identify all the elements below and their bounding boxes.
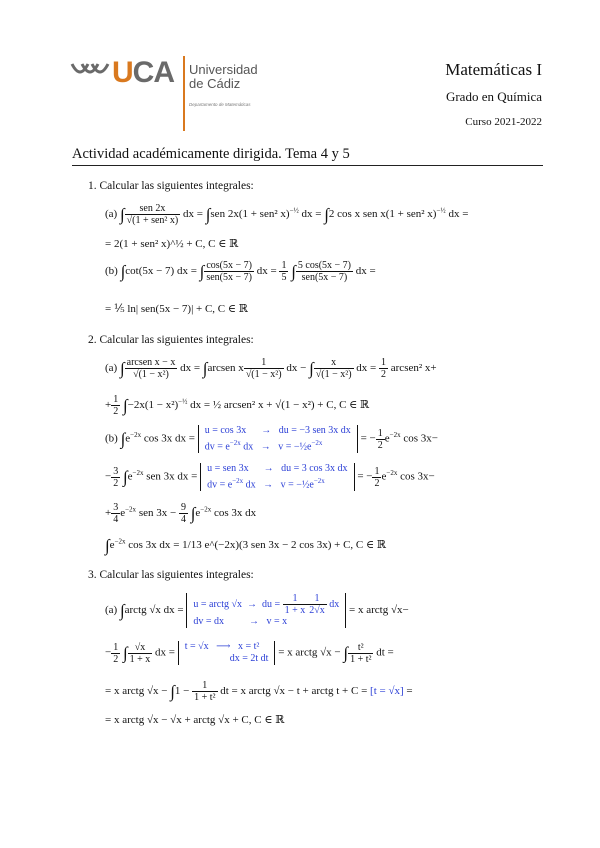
q1b-line2: = ⅕ ln| sen(5x − 7)| + C, C ∈ ℝ	[105, 303, 248, 315]
course-title: Matemáticas I	[445, 60, 542, 79]
degree-name: Grado en Química	[445, 89, 542, 104]
q3a-line3: = x arctg √x − ∫1 − $\frac{1}{\text{1 + t²}}$ dt = x arctg √x − t + arctg t + C = [t = √x] =	[105, 680, 413, 703]
q1a-line1: (a) ∫ $\frac{\text{sen 2x}}{\text{√(1 + sen² x)}}$ dx = ∫sen 2x(1 + sen² x)$^{-\frac{1}{2}}$ dx = ∫2 cos x sen x(1 + sen² x)$^{-\frac{1}{2}}$ dx =	[105, 203, 469, 226]
department-name: Departamento de Matemáticas	[189, 102, 251, 107]
q2b-line3: + $\frac{3}{4}$ $e^{-2x}$ sen 3x − $\frac{9}{4}$ $\int e^{-2x}$ cos 3x dx	[105, 502, 257, 525]
academic-year: Curso 2021-2022	[465, 116, 542, 128]
university-name: Universidad de Cádiz	[189, 62, 258, 91]
q3a-line1: (a) ∫arctg √x dx = u = arctg √x → du = $\frac{1}{1 + x}$ $\frac{1}{2√x}$ dx dv = dx → v = x = x arctg √x−	[105, 593, 409, 627]
q1a-line2: = 2(1 + sen² x)^½ + C, C ∈ ℝ	[105, 238, 239, 250]
q2b-result: $\int e^{-2x}$ cos 3x dx = 1/13 e^(−2x)(3 sen 3x − 2 cos 3x) + C, C ∈ ℝ	[105, 536, 387, 555]
title-rule	[72, 165, 543, 166]
q2b-line2: − $\frac{3}{2}$ $\int e^{-2x}$ sen 3x dx = u = sen 3x → du = 3 cos 3x dx dv = $e^{-2x}$ dx → $v = -\frac{1}{2}e^{-2x}$ = − $\frac{1}{2}$ $e^{-2x}$ cos 3x−	[105, 463, 435, 491]
q1b-line1: (b) ∫cot(5x − 7) dx = ∫ $\frac{\cos(5x - 7)}{\text{sen(5x − 7)}}$ dx = $\frac{1}{5}$ ∫ $\frac{5 \cos(5x - 7)}{\text{sen(5x − 7)}}$ dx =	[105, 260, 376, 283]
q3a-line4: = x arctg √x − √x + arctg √x + C, C ∈ ℝ	[105, 714, 285, 726]
q2a-line1: (a) ∫ $\frac{\text{arcsen x − x}}{\text{√(1 − x²)}}$ dx = ∫arcsen x $\frac{1}{\text{√(1 − x²)}}$ dx − ∫ $\frac{x}{\text{√(1 − x²)}}$ dx = $\frac{1}{2}$ arcsen² x+	[105, 357, 437, 380]
university-logo: UCA	[112, 56, 175, 89]
q2b-line1: (b) $\int e^{-2x}$ cos 3x dx = u = cos 3x → du = −3 sen 3x dx dv = $e^{-2x}$ dx → $v = -\frac{1}{2}e^{-2x}$ = − $\frac{1}{2}$ $e^{-2x}$ cos 3x−	[105, 425, 438, 453]
question-3: 3. Calcular las siguientes integrales:	[88, 569, 254, 581]
logo-divider	[183, 56, 185, 131]
document-title: Actividad académicamente dirigida. Tema 4 y 5	[72, 146, 350, 162]
q3a-line2: − $\frac{1}{2}$ ∫ $\frac{√x}{1 + x}$ dx = t = √x ⟶ x = t² dx = 2t dt = x arctg √x − ∫ $\frac{\text{t²}}{\text{1 + t²}}$ dt =	[105, 641, 394, 665]
q2a-line2: + $\frac{1}{2}$ $\int-2x(1 - x^2)^{-\frac{1}{2}}$ dx = ½ arcsen² x + √(1 − x²) + C, C ∈ ℝ	[105, 394, 370, 417]
university-logo-waves-icon	[70, 60, 112, 84]
question-2: 2. Calcular las siguientes integrales:	[88, 334, 254, 346]
question-1: 1. Calcular las siguientes integrales:	[88, 180, 254, 192]
